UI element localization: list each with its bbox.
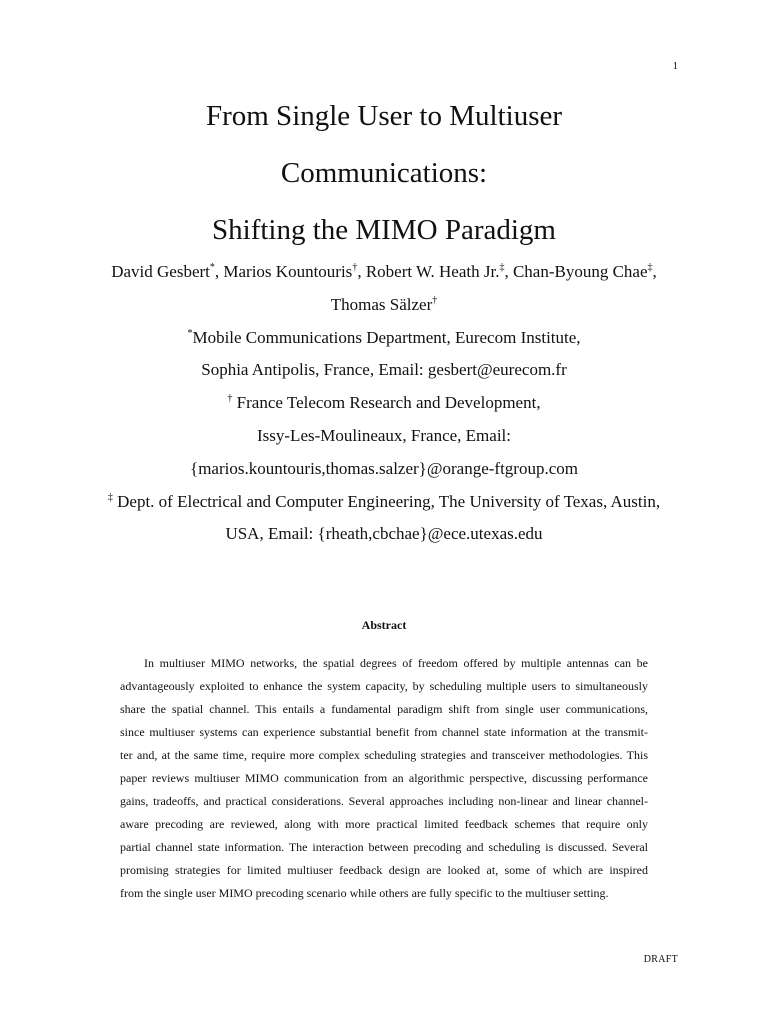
author-name: Thomas Sälzer [330, 294, 433, 314]
title-line: Communications: [280, 157, 488, 189]
affiliation-mark: * [209, 262, 215, 273]
author-list [60, 289, 708, 322]
author-list [60, 256, 708, 289]
title-line: Shifting the MIMO Paradigm [212, 214, 556, 246]
paper-title [0, 88, 768, 259]
affiliation-mark: ‡ [107, 491, 113, 503]
author-name: , Robert W. Heath Jr. [357, 262, 500, 281]
affiliation-text: Issy-Les-Moulineaux, France, Email: [257, 425, 511, 445]
affiliation-utexas [60, 486, 708, 519]
abstract-body [120, 652, 648, 905]
affiliation-mark: † [227, 393, 233, 405]
abstract-line: since multiuser systems can experience substantial benefit from channel state information at the transmit- [120, 725, 648, 739]
draft-watermark: DRAFT [643, 954, 678, 965]
affiliation-france-telecom [60, 387, 708, 420]
affiliation-mark: ‡ [499, 262, 505, 273]
title-line: From Single User to Multiuser [205, 100, 563, 132]
affiliation-email: {marios.kountouris,thomas.salzer}@orange-ftgroup.com [190, 458, 578, 478]
page-number: 1 [672, 60, 678, 72]
affiliation-text: France Telecom Research and Development, [232, 393, 541, 413]
author-separator: , [652, 262, 657, 281]
author-name: , Marios Kountouris [214, 262, 353, 281]
abstract-line: partial channel state information. The interaction between precoding and scheduling is discussed. Several [120, 840, 648, 854]
affiliation-mark: ‡ [647, 262, 653, 273]
affiliation-text: Mobile Communications Department, Eurecom Institute, [192, 327, 581, 347]
affiliation-text: Sophia Antipolis, France, Email: gesbert@eurecom.fr [201, 360, 567, 380]
affiliation-mark: † [352, 262, 358, 273]
affiliation-email: USA, Email: {rheath,cbchae}@ece.utexas.edu [225, 524, 543, 544]
abstract-line: advantageously exploited to enhance the system capacity, by scheduling multiple users to simultaneously [120, 679, 648, 693]
affiliation-eurecom [60, 322, 708, 355]
author-name: , Chan-Byoung Chae [504, 262, 648, 281]
abstract-line: gains, tradeoffs, and practical considerations. Several approaches including non-linear and linear channel- [120, 794, 648, 808]
abstract-line: ter and, at the same time, require more complex scheduling strategies and transceiver methodologies. This [120, 748, 648, 762]
affiliation-mark: * [187, 327, 193, 339]
abstract-line: aware precoding are reviewed, along with more practical limited feedback schemes that require only [120, 817, 648, 831]
author-name: David Gesbert [111, 262, 210, 281]
affiliation-text: Dept. of Electrical and Computer Engineering, The University of Texas, Austin, [112, 491, 661, 511]
author-block [60, 256, 708, 551]
abstract-heading: Abstract [361, 618, 407, 632]
abstract-line: share the spatial channel. This entails a fundamental paradigm shift from single user communications, [120, 702, 648, 716]
abstract-line: promising strategies for limited multiuser feedback design are looked at, some of which are inspired [120, 863, 648, 877]
abstract-line: from the single user MIMO precoding scenario while others are fully specific to the multiuser setting. [120, 886, 609, 900]
abstract-line: In multiuser MIMO networks, the spatial degrees of freedom offered by multiple antennas can be [144, 656, 648, 670]
affiliation-mark: † [432, 294, 438, 306]
abstract-line: paper reviews multiuser MIMO communication from an algorithmic perspective, discussing performance [120, 771, 648, 785]
